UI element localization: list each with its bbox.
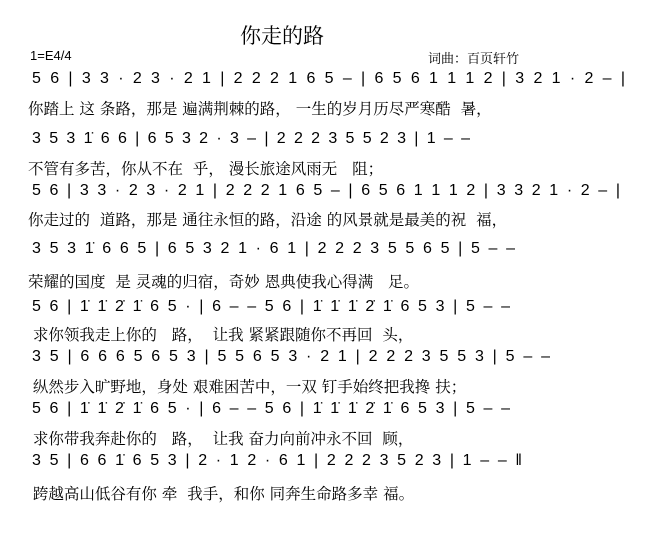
lyrics-line: 你踏上 这 条路，那是 遍满荆棘的路， 一生的岁月历尽严寒酷 暑， xyxy=(28,100,492,118)
notation-line: 3 5 3 1̇ 6 6 5 | 6 5 3 2 1 · 6 1 | 2 2 2 3 5 5 6 5 | 5 – – xyxy=(32,240,515,257)
lyrics-line: 荣耀的国度 是 灵魂的归宿，奇妙 恩典使我心得满 足。 xyxy=(28,273,419,291)
notation-line: 3 5 3 1̇ 6 6 | 6 5 3 2 · 3 – | 2 2 2 3 5 5 2 3 | 1 – – xyxy=(32,130,470,147)
lyrics-line: 纵然步入旷野地，身处 艰难困苦中，一双 钉手始终把我搀 扶； xyxy=(28,378,467,396)
notation-line: 5 6 | 3 3 · 2 3 · 2 1 | 2 2 2 1 6 5 – | 6 5 6 1 1 1 2 | 3 2 1 · 2 – | xyxy=(32,70,625,87)
notation-line: 3 5 | 6 6 1̇ 6 5 3 | 2 · 1 2 · 6 1 | 2 2 2 3 5 2 3 | 1 – – ‖ xyxy=(32,452,522,469)
key-signature: 1=E4/4 xyxy=(30,48,72,63)
song-title: 你走的路 xyxy=(240,24,324,48)
notation-line: 5 6 | 1̇ 1̇ 2̇ 1̇ 6 5 · | 6 – – 5 6 | 1̇ 1̇ 1̇ 2̇ 1̇ 6 5 3 | 5 – – xyxy=(32,298,510,315)
notation-line: 5 6 | 1̇ 1̇ 2̇ 1̇ 6 5 · | 6 – – 5 6 | 1̇ 1̇ 1̇ 2̇ 1̇ 6 5 3 | 5 – – xyxy=(32,400,510,417)
lyrics-line: 你走过的 道路，那是 通往永恒的路，沿途 的风景就是最美的祝 福， xyxy=(28,211,508,229)
notation-line: 3 5 | 6 6 6 5 6 5 3 | 5 5 6 5 3 · 2 1 | 2 2 2 3 5 5 3 | 5 – – xyxy=(32,348,550,365)
lyrics-line: 求你带我奔赴你的 路， 让我 奋力向前冲永不回 顾， xyxy=(28,430,414,448)
lyrics-line: 求你领我走上你的 路， 让我 紧紧跟随你不再回 头， xyxy=(28,326,414,344)
credit: 词曲：百页轩竹 xyxy=(428,52,520,67)
lyrics-line: 跨越高山低谷有你 牵 我手，和你 同奔生命路多幸 福。 xyxy=(28,485,415,503)
notation-line: 5 6 | 3 3 · 2 3 · 2 1 | 2 2 2 1 6 5 – | 6 5 6 1 1 1 2 | 3 3 2 1 · 2 – | xyxy=(32,182,620,199)
lyrics-line: 不管有多苦，你从不在 乎， 漫长旅途风雨无 阻； xyxy=(28,160,384,178)
